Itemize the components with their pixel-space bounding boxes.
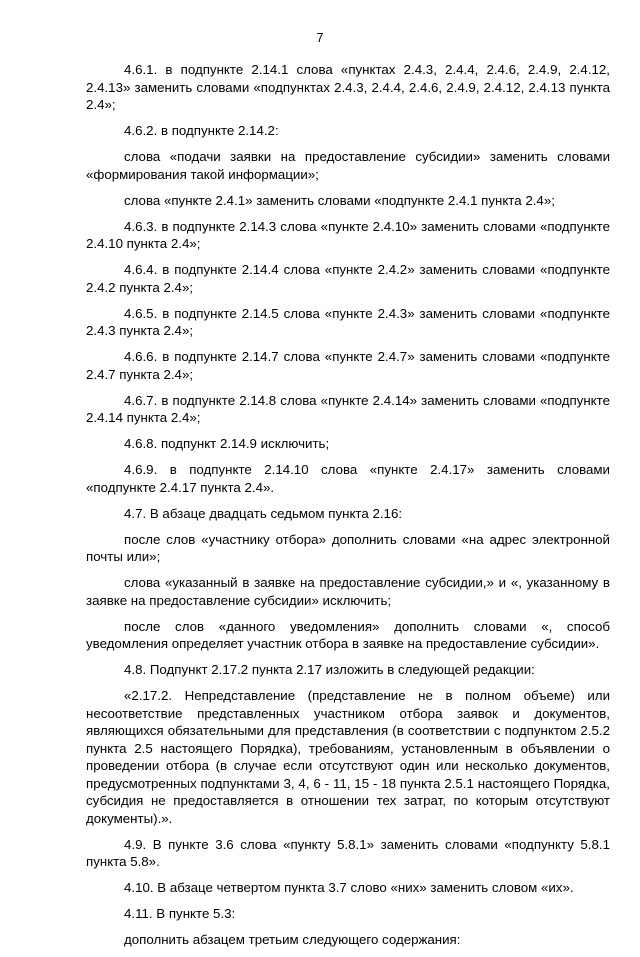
paragraph-4-9: 4.9. В пункте 3.6 слова «пункту 5.8.1» заменить словами «подпункту 5.8.1 пункта 5.8». — [86, 836, 610, 869]
paragraph-4-6-2-words-2: слова «пункте 2.4.1» заменить словами «подпункте 2.4.1 пункта 2.4»; — [124, 192, 555, 208]
paragraph-4-6-8: 4.6.8. подпункт 2.14.9 исключить; — [124, 436, 330, 451]
paragraph-4-6-2-words-1: слова «подачи заявки на предоставление субсидии» заменить словами «формирования такой информации»; — [86, 149, 610, 182]
paragraph-4-6-1: 4.6.1. в подпункте 2.14.1 слова «пунктах 2.4.3, 2.4.4, 2.4.6, 2.4.9, 2.4.12, 2.4.13» заменить словами «подпунктах 2.4.3, 2.4.4, 2.4.6, 2.4.9, 2.4.12, 2.4.13 пункта 2.4»; — [86, 62, 610, 112]
page-number: 7 — [316, 31, 324, 45]
paragraph-4-6-6: 4.6.6. в подпункте 2.14.7 слова «пункте 2.4.7» заменить словами «подпункте 2.4.7 пункта 2.4»; — [86, 349, 610, 382]
paragraph-4-7-a: после слов «участнику отбора» дополнить словами «на адрес электронной почты или»; — [86, 531, 610, 564]
paragraph-4-7-c: после слов «данного уведомления» дополнить словами «, способ уведомления определяет участник отбора в заявке на предоставление субсидии». — [86, 618, 610, 651]
paragraph-4-11-a: дополнить абзацем третьим следующего содержания: — [124, 932, 461, 947]
paragraph-4-10: 4.10. В абзаце четвертом пункта 3.7 слово «них» заменить словом «их». — [124, 880, 574, 895]
paragraph-4-8: 4.8. Подпункт 2.17.2 пункта 2.17 изложить в следующей редакции: — [124, 662, 535, 677]
paragraph-4-6-5: 4.6.5. в подпункте 2.14.5 слова «пункте 2.4.3» заменить словами «подпункте 2.4.3 пункта 2.4»; — [86, 305, 610, 338]
paragraph-4-6-3: 4.6.3. в подпункте 2.14.3 слова «пункте 2.4.10» заменить словами «подпункте 2.4.10 пункта 2.4»; — [86, 218, 610, 251]
document-body — [86, 61, 610, 957]
paragraph-4-6-7: 4.6.7. в подпункте 2.14.8 слова «пункте 2.4.14» заменить словами «подпункте 2.4.14 пункта 2.4»; — [86, 392, 610, 425]
paragraph-4-6-9: 4.6.9. в подпункте 2.14.10 слова «пункте 2.4.17» заменить словами «подпункте 2.4.17 пункта 2.4». — [86, 462, 610, 495]
paragraph-4-7: 4.7. В абзаце двадцать седьмом пункта 2.16: — [124, 505, 403, 521]
paragraph-4-11: 4.11. В пункте 5.3: — [124, 906, 236, 921]
paragraph-4-6-4: 4.6.4. в подпункте 2.14.4 слова «пункте 2.4.2» заменить словами «подпункте 2.4.2 пункта 2.4»; — [86, 262, 610, 295]
paragraph-4-6-2: 4.6.2. в подпункте 2.14.2: — [124, 123, 279, 138]
paragraph-4-7-b: слова «указанный в заявке на предоставление субсидии,» и «, указанному в заявке на предоставление субсидии» исключить; — [86, 575, 610, 608]
paragraph-2-17-2-quote: «2.17.2. Непредставление (представление не в полном объеме) или несоответствие представленных участником отбора заявок и документов, являющихся обязательными для представления (в соответствии с подпунктом 2.5.2 пункта 2.5 настоящего Порядка), требованиям, установленным в объявлении о проведении отбора (в случае если отсутствуют один или несколько документов, предусмотренных подпунктами 3, 4, 6 - 11, 15 - 18 пункта 2.5.1 настоящего Порядка, субсидия не предоставляется в отношении тех затрат, по которым отсутствуют документы).». — [86, 688, 610, 826]
